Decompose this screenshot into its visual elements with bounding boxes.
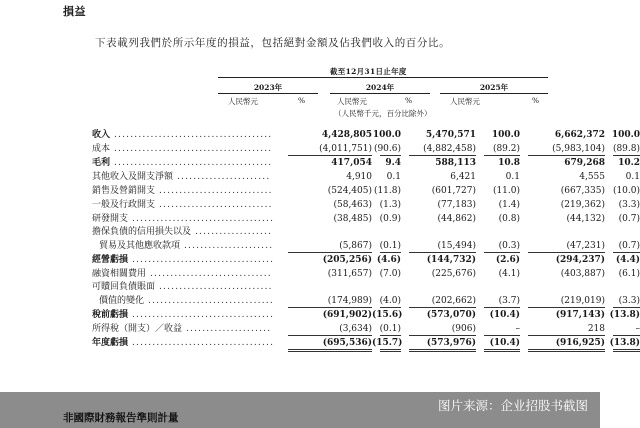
subtotal-rule	[528, 335, 605, 336]
cell-p1: (0.1)	[379, 240, 401, 251]
cell-p1: (4.0)	[379, 295, 401, 306]
cell-p1: 0.1	[386, 172, 401, 182]
row-label: 擔保負債的信用損失以及	[92, 227, 192, 237]
subtotal-rule	[409, 349, 476, 350]
row-label: 年度虧損	[92, 338, 129, 348]
cell-a3: 4,555	[579, 172, 605, 182]
cell-a3: (5,983,104)	[552, 144, 605, 154]
unit-2023: 人民幣元	[228, 97, 258, 106]
row-label: 貿易及其他應收款項	[99, 240, 181, 251]
subtotal-rule	[380, 349, 401, 350]
cell-a1: (58,463)	[333, 200, 372, 210]
cell-a1: 417,054	[331, 158, 372, 168]
cell-a3: (219,019)	[560, 295, 605, 306]
cell-a3: 218	[587, 324, 605, 334]
cell-p3: –	[635, 324, 640, 334]
cell-a1: (5,867)	[339, 240, 372, 251]
cell-p1: (15.7)	[372, 338, 403, 348]
cell-a3: (667,335)	[560, 186, 605, 196]
dot-leader: .......................	[177, 172, 271, 182]
cell-p1: (15.6)	[372, 310, 403, 320]
cell-a1: (205,256)	[322, 255, 372, 265]
cell-a1: (3,634)	[339, 324, 372, 334]
subtotal-rule	[380, 335, 401, 336]
subtotal-rule	[528, 351, 605, 352]
cell-p1: (1.3)	[379, 200, 401, 210]
dot-leader: .......................................	[114, 130, 273, 140]
cell-a2: (4,882,458)	[423, 144, 476, 154]
dot-leader: ...................................	[132, 338, 275, 348]
row-label: 毛利	[92, 158, 111, 168]
subtotal-rule	[613, 307, 640, 308]
cell-a2: (15,494)	[437, 240, 476, 251]
table-row	[92, 336, 640, 350]
dot-leader: .......................................	[114, 144, 273, 154]
dot-leader: ...................................	[132, 214, 275, 224]
table-row	[92, 184, 640, 198]
subtotal-rule	[484, 252, 520, 253]
dot-leader: ...................................	[132, 310, 275, 320]
cell-p1: (0.9)	[379, 214, 401, 224]
header-rule	[218, 77, 548, 78]
cell-p2: (4.1)	[498, 269, 520, 279]
cell-a2: (225,676)	[431, 269, 476, 279]
subtotal-rule	[288, 335, 372, 336]
table-row	[92, 128, 640, 142]
cell-a2: (573,976)	[426, 338, 476, 348]
subtotal-rule	[409, 307, 476, 308]
cell-p3: (4.4)	[615, 255, 640, 265]
table-row	[92, 226, 548, 240]
cell-p3: (6.1)	[618, 269, 640, 279]
cell-a2: (202,662)	[431, 295, 476, 306]
dot-leader: .....................	[186, 324, 272, 334]
cell-p3: (10.0)	[612, 186, 640, 196]
next-section-title: 非國際財務報告準則計量	[63, 412, 179, 424]
cell-p3: 0.1	[625, 172, 640, 182]
cell-p3: (3.3)	[618, 295, 640, 306]
unit-2024: 人民幣元	[337, 97, 367, 106]
footer-bar	[0, 392, 600, 428]
subtotal-rule	[288, 155, 372, 156]
table-row	[92, 281, 548, 295]
cell-p2: (0.8)	[498, 214, 520, 224]
image-source-watermark: 图片来源：企业招股书截图	[437, 398, 588, 413]
dot-leader: ............................	[159, 186, 273, 196]
subtotal-rule	[288, 252, 372, 253]
cell-p2: (11.0)	[492, 186, 520, 196]
cell-a2: (601,727)	[431, 186, 476, 196]
pct-2023: %	[298, 96, 306, 105]
subtotal-rule	[613, 155, 640, 156]
cell-p2: (0.3)	[498, 240, 520, 251]
cell-p2: (3.7)	[498, 295, 520, 306]
cell-a1: (311,657)	[327, 269, 372, 279]
row-label: 其他收入及開支淨額	[92, 172, 174, 182]
dot-leader: .......................................	[114, 158, 273, 168]
subtotal-rule	[409, 351, 476, 352]
cell-p3: (0.7)	[618, 214, 640, 224]
row-label: 收入	[92, 130, 111, 140]
subtotal-rule	[528, 155, 605, 156]
dot-leader: ......................	[184, 240, 274, 251]
cell-a3: (916,925)	[555, 338, 605, 348]
section-title: 損益	[63, 5, 86, 18]
cell-p2: –	[515, 324, 520, 334]
row-label: 一般及行政開支	[92, 200, 156, 210]
cell-a2: (44,862)	[437, 214, 476, 224]
cell-a1: (174,989)	[327, 295, 372, 306]
row-label: 價值的變化	[99, 295, 145, 306]
cell-a3: 6,662,372	[554, 130, 605, 140]
cell-a3: (44,132)	[566, 214, 605, 224]
cell-p3: 100.0	[611, 130, 640, 140]
cell-p2: (1.4)	[498, 200, 520, 210]
table-row	[92, 198, 640, 212]
cell-p1: (11.8)	[373, 186, 401, 196]
cell-p3: 10.2	[618, 158, 640, 168]
period-header: 截至12月31日止年度	[330, 67, 407, 76]
cell-p2: (89.2)	[492, 144, 520, 154]
intro-text: 下表載列我們於所示年度的損益，包括絕對金額及佔我們收入的百分比。	[95, 37, 451, 49]
cell-p1: (4.6)	[376, 255, 401, 265]
subtotal-rule	[484, 349, 520, 350]
cell-a1: (4,011,751)	[319, 144, 372, 154]
cell-p2: (2.6)	[495, 255, 520, 265]
subtotal-rule	[484, 335, 520, 336]
cell-a2: (144,732)	[426, 255, 476, 265]
cell-p1: (0.1)	[379, 324, 401, 334]
subtotal-rule	[528, 349, 605, 350]
year-rule-2025	[440, 93, 548, 94]
row-label: 可贖回負債賬面	[92, 282, 156, 292]
unit-2024-note: （人民幣千元，百分比除外）	[334, 109, 432, 118]
row-label: 銷售及營銷開支	[92, 186, 156, 196]
cell-a3: 679,268	[564, 158, 605, 168]
cell-a1: (691,902)	[322, 310, 372, 320]
cell-p3: (3.3)	[618, 200, 640, 210]
table-row	[92, 253, 640, 267]
dot-leader: ..............................	[150, 269, 272, 279]
cell-a1: 4,428,805	[321, 130, 372, 140]
year-2025: 2025年	[479, 83, 509, 92]
cell-p2: (10.4)	[489, 338, 520, 348]
cell-p2: 10.8	[498, 158, 520, 168]
cell-p3: (13.8)	[609, 338, 640, 348]
cell-a3: (403,887)	[560, 269, 605, 279]
row-label: 研發開支	[92, 214, 129, 224]
cell-a2: (573,070)	[426, 310, 476, 320]
subtotal-rule	[409, 335, 476, 336]
subtotal-rule	[528, 252, 605, 253]
cell-p1: (90.6)	[373, 144, 401, 154]
table-row	[92, 240, 640, 254]
cell-a3: (294,237)	[555, 255, 605, 265]
cell-p2: 100.0	[491, 130, 520, 140]
dot-leader: ............................	[159, 200, 273, 210]
cell-p1: 9.4	[385, 158, 401, 168]
year-rule-2024	[330, 93, 430, 94]
cell-a3: (47,231)	[566, 240, 605, 251]
subtotal-rule	[288, 307, 372, 308]
year-rule-2023	[218, 93, 318, 94]
year-2023: 2023年	[253, 83, 283, 92]
pct-2024: %	[405, 96, 413, 105]
pct-2025: %	[532, 96, 540, 105]
row-label: 稅前虧損	[92, 310, 129, 320]
cell-a3: (219,362)	[560, 200, 605, 210]
subtotal-rule	[288, 351, 372, 352]
row-label: 經營虧損	[92, 255, 129, 265]
row-label: 所得稅（開支）／收益	[92, 324, 183, 334]
subtotal-rule	[613, 335, 640, 336]
subtotal-rule	[380, 307, 401, 308]
year-2024: 2024年	[365, 83, 395, 92]
unit-2025: 人民幣元	[450, 97, 480, 106]
table-row	[92, 267, 640, 281]
table-row	[92, 308, 640, 322]
cell-a2: 6,421	[450, 172, 476, 182]
subtotal-rule	[380, 155, 401, 156]
cell-p3: (13.8)	[609, 310, 640, 320]
subtotal-rule	[484, 155, 520, 156]
subtotal-rule	[528, 307, 605, 308]
cell-p3: (0.7)	[618, 240, 640, 251]
cell-p1: (7.0)	[379, 269, 401, 279]
cell-a1: (524,405)	[327, 186, 372, 196]
cell-a1: (695,536)	[322, 338, 372, 348]
subtotal-rule	[613, 252, 640, 253]
dot-leader: ...............................	[148, 295, 274, 306]
table-row	[92, 212, 640, 226]
subtotal-rule	[484, 307, 520, 308]
dot-leader: ...................	[195, 227, 273, 237]
cell-a2: (77,183)	[437, 200, 476, 210]
table-row	[92, 170, 640, 184]
cell-p2: (10.4)	[489, 310, 520, 320]
cell-a2: (906)	[451, 324, 476, 334]
cell-a3: (917,143)	[555, 310, 605, 320]
subtotal-rule	[613, 349, 640, 350]
cell-p2: 0.1	[505, 172, 520, 182]
table-row	[92, 142, 640, 156]
cell-a1: (38,485)	[333, 214, 372, 224]
table-row	[92, 156, 640, 170]
income-statement-table	[92, 128, 640, 350]
subtotal-rule	[380, 351, 401, 352]
dot-leader: ............................	[159, 282, 273, 292]
table-row	[92, 295, 640, 309]
subtotal-rule	[288, 349, 372, 350]
row-label: 成本	[92, 144, 111, 154]
cell-a1: 4,910	[346, 172, 372, 182]
cell-p3: (89.8)	[612, 144, 640, 154]
subtotal-rule	[409, 155, 476, 156]
subtotal-rule	[484, 351, 520, 352]
subtotal-rule	[613, 351, 640, 352]
dot-leader: ...................................	[132, 255, 275, 265]
cell-a2: 588,113	[435, 158, 476, 168]
cell-a2: 5,470,571	[425, 130, 476, 140]
row-label: 融資相關費用	[92, 269, 147, 279]
cell-p1: 100.0	[372, 130, 401, 140]
subtotal-rule	[409, 252, 476, 253]
subtotal-rule	[380, 252, 401, 253]
table-row	[92, 322, 640, 336]
